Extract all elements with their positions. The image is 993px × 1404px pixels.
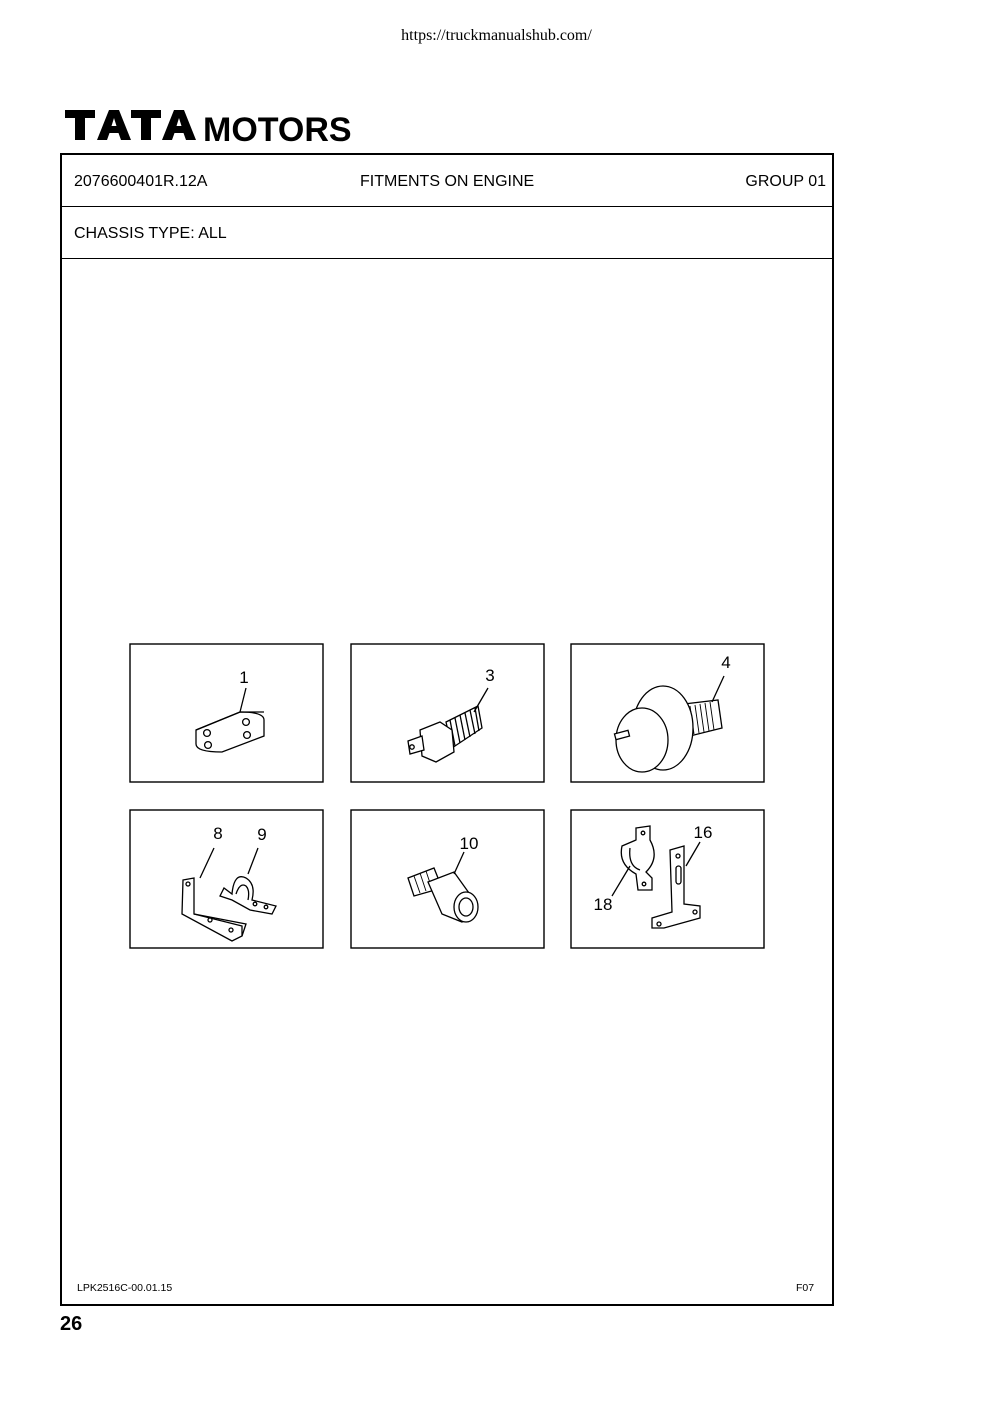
part-1-plate-icon (196, 688, 264, 752)
svg-text:MOTORS: MOTORS (203, 111, 352, 148)
part-3-sender-icon (408, 688, 488, 762)
part-number: 2076600401R.12A (74, 173, 208, 190)
callout-3: 3 (485, 666, 495, 685)
callout-16: 16 (693, 823, 713, 842)
callout-1: 1 (239, 668, 249, 687)
callout-9: 9 (257, 825, 267, 844)
callout-18: 18 (593, 895, 613, 914)
callout-4: 4 (721, 653, 731, 672)
figure-code: F07 (796, 1282, 815, 1294)
drawing-code: LPK2516C-00.01.15 (77, 1282, 173, 1294)
panel-part-3 (351, 644, 544, 782)
page-number: 26 (60, 1313, 83, 1335)
callout-8: 8 (213, 824, 223, 843)
chassis-type: CHASSIS TYPE: ALL (74, 225, 227, 242)
part-16-bracket-icon (652, 842, 700, 928)
source-url: https://truckmanualshub.com/ (401, 27, 592, 44)
part-18-clip-icon (612, 826, 654, 896)
part-9-clamp-icon (220, 848, 276, 914)
part-4-sensor-icon (614, 676, 724, 772)
panel-part-1 (130, 644, 323, 782)
page-title: FITMENTS ON ENGINE (360, 173, 535, 190)
part-10-adapter-icon (408, 852, 478, 922)
group-label: GROUP 01 (745, 173, 826, 190)
callout-10: 10 (459, 834, 479, 853)
